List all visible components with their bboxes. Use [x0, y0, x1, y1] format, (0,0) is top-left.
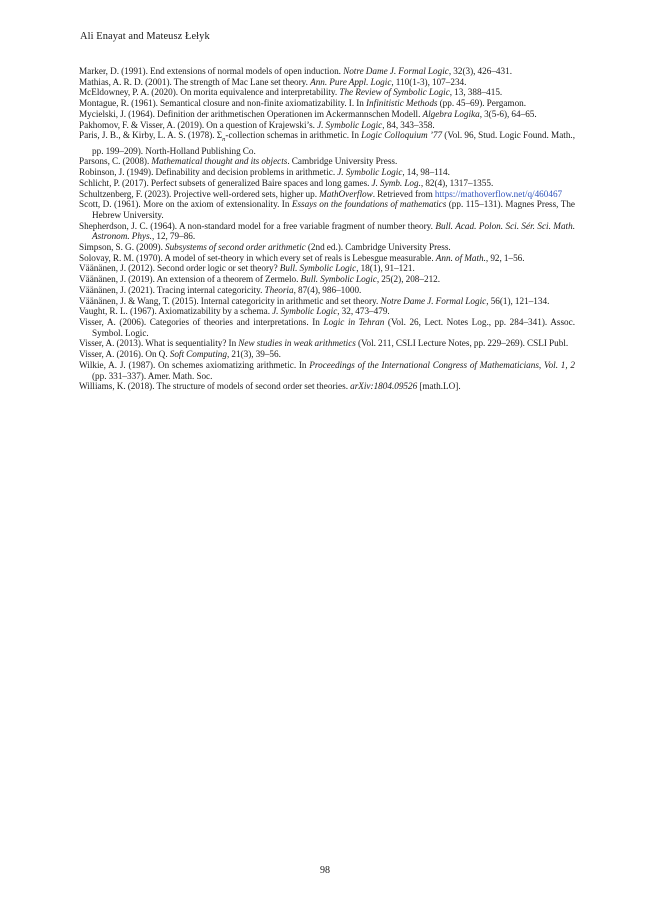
reference-text: , 13, 388–415.	[449, 87, 503, 98]
reference-text: , 12, 79–86.	[151, 231, 196, 242]
reference-entry	[79, 274, 575, 285]
reference-text: (Vol. 96, Stud. Logic Found. Math., pp. 199–209). North-Holland Publishing Co.	[92, 130, 576, 156]
reference-entry	[79, 156, 575, 167]
reference-entry	[79, 66, 575, 77]
page-number: 98	[320, 865, 330, 876]
reference-text: Scott, D. (1961). More on the axiom of extensionality. In	[79, 199, 292, 210]
reference-entry	[79, 167, 575, 178]
reference-text: Paris, J. B., & Kirby, L. A. S. (1978). Σ	[79, 130, 223, 141]
reference-venue: Proceedings of the International Congress of Mathematicians, Vol. 1, 2	[309, 359, 575, 370]
reference-entry	[79, 178, 575, 189]
reference-text: Mathias, A. R. D. (2001). The strength of Mac Lane set theory.	[79, 76, 311, 87]
reference-entry	[79, 189, 575, 200]
reference-text: (2nd ed.). Cambridge University Press.	[305, 242, 451, 253]
reference-text: Visser, A. (2016). On Q.	[79, 349, 170, 360]
reference-entry	[79, 87, 575, 98]
reference-text: Simpson, S. G. (2009).	[79, 242, 165, 253]
reference-venue: Ann. of Math.	[435, 252, 486, 263]
reference-venue: The Review of Symbolic Logic	[339, 87, 450, 98]
reference-text: -collection schemas in arithmetic. In	[225, 130, 362, 141]
reference-text: (Vol. 211, CSLI Lecture Notes, pp. 229–269). CSLI Publ.	[355, 338, 569, 349]
reference-text: (pp. 115–131). Magnes Press, The Hebrew University.	[92, 199, 576, 220]
reference-text: Williams, K. (2018). The structure of models of second order set theories.	[79, 381, 351, 392]
reference-entry	[79, 120, 575, 131]
reference-text: Pakhomov, F. & Visser, A. (2019). On a question of Krajewski’s.	[79, 119, 318, 130]
reference-text: Vaught, R. L. (1967). Axiomatizability by a schema.	[79, 306, 273, 317]
reference-venue: Mathematical thought and its objects	[151, 156, 288, 167]
reference-text: . Retrieved from	[372, 188, 435, 199]
reference-venue: Notre Dame J. Formal Logic	[380, 295, 487, 306]
reference-text: , 56(1), 121–134.	[486, 295, 550, 306]
reference-text: , 110(1-3), 107–234.	[391, 76, 467, 87]
reference-entry	[79, 221, 575, 242]
reference-entry	[79, 199, 575, 220]
reference-text: , 84, 343–358.	[382, 119, 435, 130]
reference-text: Väänänen, J. & Wang, T. (2015). Internal categoricity in arithmetic and set theory.	[79, 295, 381, 306]
reference-text: (pp. 331–337). Amer. Math. Soc.	[92, 370, 213, 381]
reference-entry	[79, 360, 575, 381]
reference-venue: J. Symbolic Logic	[317, 119, 383, 130]
reference-venue: J. Symbolic Logic	[337, 167, 403, 178]
reference-link[interactable]: https://mathoverflow.net/q/460467	[434, 188, 563, 199]
reference-text: n	[222, 136, 226, 144]
reference-entry	[79, 98, 575, 109]
reference-text: , 14, 98–114.	[402, 167, 450, 178]
reference-text: , 21(3), 39–56.	[226, 349, 281, 360]
reference-entry	[79, 317, 575, 338]
reference-venue: J. Symb. Log.	[371, 177, 421, 188]
running-head: Ali Enayat and Mateusz Łełyk	[80, 31, 210, 42]
reference-venue: Theoria	[264, 284, 294, 295]
reference-venue: Logic Colloquium ’77	[361, 130, 443, 141]
reference-text: Visser, A. (2006). Categories of theories and interpretations. In	[79, 317, 324, 327]
reference-list	[79, 66, 575, 392]
reference-venue: Algebra Logika	[422, 108, 480, 119]
reference-text: , 25(2), 208–212.	[376, 274, 441, 285]
reference-entry	[79, 296, 575, 307]
reference-venue: Soft Computing	[169, 349, 227, 360]
reference-entry	[79, 253, 575, 264]
reference-venue: New studies in weak arithmetics	[238, 338, 356, 349]
reference-text: Robinson, J. (1949). Definability and decision problems in arithmetic.	[79, 167, 338, 178]
reference-entry	[79, 338, 575, 349]
reference-entry	[79, 130, 575, 156]
reference-entry	[79, 242, 575, 253]
reference-text: Väänänen, J. (2021). Tracing internal categoricity.	[79, 284, 265, 295]
reference-venue: Infinitistic Methods	[366, 98, 438, 109]
reference-venue: Bull. Symbolic Logic	[300, 274, 377, 285]
reference-text: Visser, A. (2013). What is sequentiality? In	[79, 338, 239, 349]
reference-text: McEldowney, P. A. (2020). On morita equivalence and interpretability.	[79, 87, 340, 98]
reference-entry	[79, 77, 575, 88]
reference-text: , 32, 473–479.	[337, 306, 390, 317]
reference-text: , 3(5-6), 64–65.	[479, 108, 537, 119]
reference-text: Väänänen, J. (2019). An extension of a theorem of Zermelo.	[79, 274, 301, 285]
reference-text: Solovay, R. M. (1970). A model of set-theory in which every set of reals is Lebesgue measurable.	[79, 252, 436, 263]
reference-text: Shepherdson, J. C. (1964). A non-standard model for a free variable fragment of number theory.	[79, 220, 436, 231]
reference-text: Schultzenberg, F. (2023). Projective well-ordered sets, higher up.	[79, 188, 320, 199]
reference-text: , 92, 1–56.	[485, 252, 525, 263]
reference-text: Marker, D. (1991). End extensions of normal models of open induction.	[79, 66, 344, 76]
reference-text: , 82(4), 1317–1355.	[420, 177, 494, 188]
reference-text: Väänänen, J. (2012). Second order logic or set theory?	[79, 263, 280, 274]
reference-venue: Logic in Tehran	[323, 317, 385, 327]
reference-text: , 87(4), 986–1000.	[293, 284, 362, 295]
reference-text: Schlicht, P. (2017). Perfect subsets of generalized Baire spaces and long games.	[79, 177, 372, 188]
reference-entry	[79, 349, 575, 360]
reference-venue: Subsystems of second order arithmetic	[164, 242, 306, 253]
reference-venue: Bull. Acad. Polon. Sci. Sér. Sci. Math. Astronom. Phys.	[92, 220, 575, 242]
reference-venue: Ann. Pure Appl. Logic	[310, 76, 392, 87]
reference-text: . Cambridge University Press.	[287, 156, 398, 167]
reference-venue: Bull. Symbolic Logic	[279, 263, 357, 274]
reference-text: Wilkie, A. J. (1987). On schemes axiomatizing arithmetic. In	[79, 359, 310, 370]
reference-venue: MathOverflow	[319, 188, 373, 199]
reference-text: (Vol. 26, Lect. Notes Log., pp. 284–341). Assoc. Symbol. Logic.	[92, 317, 575, 338]
reference-entry	[79, 306, 575, 317]
reference-entry	[79, 381, 575, 392]
reference-entry	[79, 285, 575, 296]
reference-text: , 18(1), 91–121.	[356, 263, 415, 274]
reference-venue: arXiv:1804.09526	[350, 381, 418, 392]
reference-text: [math.LO].	[417, 381, 461, 392]
reference-entry	[79, 263, 575, 274]
reference-venue: Notre Dame J. Formal Logic	[343, 66, 449, 76]
reference-venue: J. Symbolic Logic	[272, 306, 338, 317]
reference-text: Parsons, C. (2008).	[79, 156, 152, 167]
reference-text: Mycielski, J. (1964). Definition der arithmetischen Operationen im Ackermannschen Modell.	[79, 108, 423, 119]
reference-venue: Essays on the foundations of mathematics	[291, 199, 447, 210]
reference-text: , 32(3), 426–431.	[448, 66, 513, 76]
reference-entry	[79, 109, 575, 120]
reference-text: (pp. 45–69). Pergamon.	[437, 98, 527, 109]
reference-text: Montague, R. (1961). Semantical closure and non-finite axiomatizability. I. In	[79, 98, 366, 109]
